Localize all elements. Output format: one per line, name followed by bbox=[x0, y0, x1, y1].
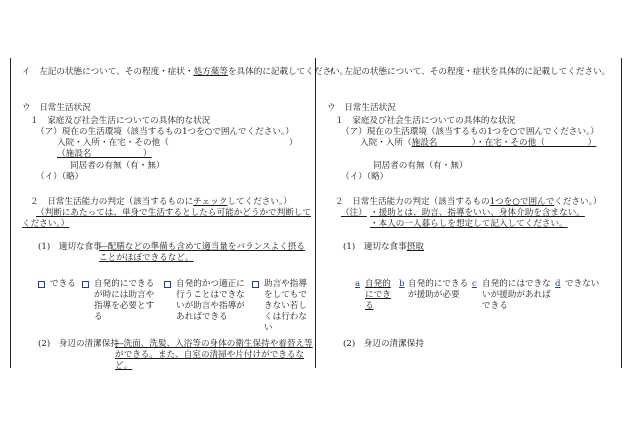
right-env-facility: 施設名 bbox=[411, 138, 438, 148]
right-section-1: １ 家庭及び社会生活についての具体的な状況 bbox=[335, 116, 516, 126]
right-env-prefix: 入院・入所（ bbox=[360, 138, 412, 148]
right-env-line bbox=[360, 138, 596, 149]
left-section-2 bbox=[30, 197, 292, 208]
left-sub-i: （イ）（略） bbox=[36, 172, 84, 182]
left-section-u: ウ 日常生活状況 bbox=[22, 103, 91, 113]
left-section-2-tail: してください。） bbox=[227, 197, 292, 207]
checkbox-icon[interactable] bbox=[164, 281, 171, 288]
left-section-2-text: ２ 日常生活能力の判定（該当するものに bbox=[30, 197, 194, 207]
right-cohabitant: 同居者の有無（有・無） bbox=[373, 161, 468, 171]
left-item-i bbox=[22, 67, 348, 78]
left-q1-desc: ―配膳などの準備も含めて適当量をバランスよく摂ることがほぼできるなど。 bbox=[99, 242, 305, 263]
left-option-1-label: できる bbox=[50, 279, 76, 289]
right-section-2-circle: 1つを○で囲んで bbox=[489, 197, 555, 207]
left-judge-note: （判断にあたっては、単身で生活するとしたら可能かどうかで判断してください。） bbox=[22, 208, 312, 229]
right-option-c-mark[interactable]: c bbox=[472, 279, 477, 289]
checkbox-icon[interactable] bbox=[82, 281, 89, 288]
left-option-4-label: 助言や指導をしてもできない若しくは行わない bbox=[264, 279, 307, 333]
right-option-d-label: できない bbox=[565, 279, 600, 289]
checkbox-icon[interactable] bbox=[252, 281, 259, 288]
left-facility: （施設名 ） bbox=[57, 149, 152, 159]
right-option-a-label: 自発的にできる bbox=[365, 279, 391, 311]
right-section-2 bbox=[335, 197, 602, 208]
right-note-label: （注） bbox=[341, 208, 367, 218]
left-border bbox=[10, 58, 11, 368]
left-option-2-label: 自発的にできるが時には助言や指導を必要とする bbox=[94, 279, 155, 322]
right-option-c-label: 自発的にはできないが援助があればできる bbox=[482, 279, 551, 311]
left-q1-label: (1) 適切な食事 bbox=[38, 242, 102, 252]
left-option-3-label: 自発的かつ適正に行うことはできないが助言や指導があればできる bbox=[176, 279, 245, 322]
right-note-2: ・本人の一人暮らしを想定して記入してください。 bbox=[370, 219, 568, 229]
left-cohabitant: 同居者の有無（有・無） bbox=[70, 161, 165, 171]
right-env-tail: ）・在宅・その他（ ） bbox=[437, 138, 597, 148]
left-q2-label: (2) 身辺の清潔保持 bbox=[38, 339, 119, 349]
right-section-2-tail: ください。） bbox=[554, 197, 602, 207]
left-item-i-text: イ 左記の状態について、その程度・症状・ bbox=[22, 67, 194, 77]
right-q2-label: (2) 身辺の清潔保持 bbox=[343, 339, 424, 349]
right-option-b-label: 自発的にできるが援助が必要 bbox=[408, 279, 469, 300]
checkbox-icon[interactable] bbox=[38, 281, 45, 288]
left-item-i-highlight: 処方薬等 bbox=[193, 67, 228, 77]
right-sub-i: （イ）（略） bbox=[341, 172, 389, 182]
left-env-line: 入院・入所・在宅・その他（ ） bbox=[57, 138, 298, 148]
left-section-2-check: チェック bbox=[193, 197, 228, 207]
right-item-i: イ 左記の状態について、その程度・症状を具体的に記載してください。 bbox=[327, 67, 611, 77]
right-section-u: ウ 日常生活状況 bbox=[327, 103, 396, 113]
left-sub-a: （ア）現在の生活環境（該当するもの1つを○で囲んでください。） bbox=[36, 127, 294, 137]
right-q1-underlined: 摂取 bbox=[406, 242, 424, 252]
right-option-a-mark[interactable]: a bbox=[355, 279, 361, 289]
left-item-i-tail: を具体的に記載してください。 bbox=[227, 67, 349, 77]
right-section-2-text: ２ 日常生活能力の判定（該当するもの bbox=[335, 197, 490, 207]
right-note-1: ・援助とは、助言、指導をいい、身体介助を含まない。 bbox=[370, 208, 585, 218]
right-q1 bbox=[343, 242, 424, 253]
right-sub-a: （ア）現在の生活環境（該当するもの1つを○で囲んでください。） bbox=[341, 127, 599, 137]
left-q2-desc: ―洗面、洗髪、入浴等の身体の衛生保持や着替え等ができる。また、自室の清掃や片付けができるなど。 bbox=[115, 339, 313, 371]
right-q1-label: (1) 適切な食事 bbox=[343, 242, 407, 252]
right-option-b-mark[interactable]: b bbox=[399, 279, 405, 289]
center-divider bbox=[315, 58, 316, 368]
right-option-d-mark[interactable]: d bbox=[555, 279, 561, 289]
left-section-1: １ 家庭及び社会生活についての具体的な状況 bbox=[30, 116, 211, 126]
right-border bbox=[621, 58, 622, 368]
